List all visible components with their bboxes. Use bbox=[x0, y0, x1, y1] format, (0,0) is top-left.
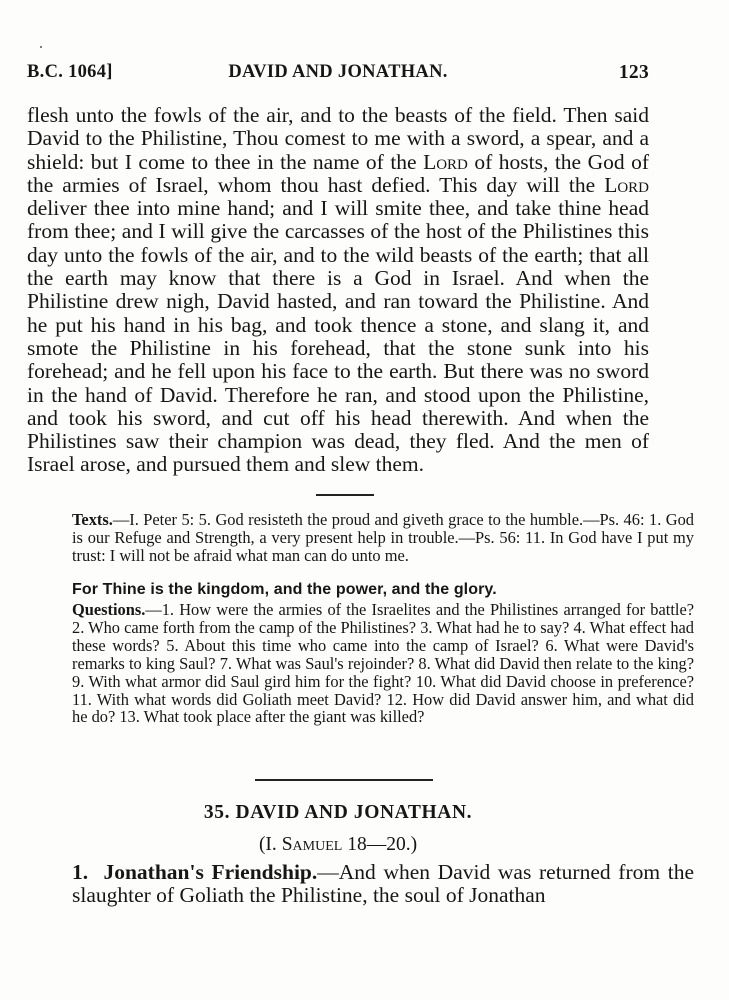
texts-label: Texts. bbox=[72, 510, 113, 529]
page-number: 123 bbox=[618, 62, 649, 83]
header-date: B.C. 1064] bbox=[27, 62, 113, 82]
chapter-title: 35. DAVID AND JONATHAN. bbox=[203, 802, 473, 823]
section-divider bbox=[316, 494, 374, 496]
questions-block bbox=[27, 601, 694, 726]
questions-content: —1. How were the armies of the Israelites and the Philistines arranged for battle? 2. Who came forth from the camp of the Philistines? 3. What had he to say? 4. What effect had these words? 5. About this time who came into the camp of Israel? 6. What were David's remarks to king Saul? 7. What was Saul's rejoinder? 8. What did David then relate to the king? 9. With what armor did Saul gird him for the fight? 10. What did David choose in preference? 11. With what words did Goliath meet David? 12. How did David answer him, and what did he do? 13. What took place after the giant was killed? bbox=[72, 600, 694, 727]
body-text-1: flesh unto the fowls of the air, and to the beasts of the field. Then said David to the Philistine, Thou comest to me with a sword, a spear, and a shield: but I come to thee in the name of the bbox=[27, 103, 649, 174]
main-paragraph bbox=[27, 104, 649, 477]
section-1 bbox=[27, 861, 694, 908]
section-number: 1. bbox=[72, 860, 89, 884]
lord-smallcaps-2: Lord bbox=[604, 172, 649, 197]
section-title: Jonathan's Friendship. bbox=[103, 860, 318, 884]
motto-line: For Thine is the kingdom, and the power, and the glory. bbox=[72, 581, 497, 598]
ref-start: (I. bbox=[258, 834, 282, 855]
section-text: —And when David was returned from the slaughter of Goliath the Philistine, the soul of Jonathan bbox=[72, 860, 695, 908]
ref-end: 18—20.) bbox=[342, 834, 418, 855]
ref-book: Samuel bbox=[281, 834, 343, 855]
page-speck bbox=[40, 46, 42, 48]
body-text-3: deliver thee into mine hand; and I will smite thee, and take thine head from thee; and I will give the carcasses of the host of the Philistines this day unto the fowls of the air, and to the wild beasts of the earth; that all the earth may know that there is a God in Israel. And when the Philistine drew nigh, David hasted, and ran toward the Philistine. And he put his hand in his bag, and took thence a stone, and slang it, and smote the Philistine in his forehead, that the stone sunk into his forehead; and he fell upon his face to the earth. But there was no sword in the hand of David. Therefore he ran, and stood upon the Philistine, and took his sword, and cut off his head therewith. And when the Philistines saw their champion was dead, they fled. And the men of Israel arose, and pursued them and slew them. bbox=[27, 196, 649, 477]
header-title: DAVID AND JONATHAN. bbox=[228, 62, 448, 82]
body-text-2: of hosts, the God of the armies of Israel, whom thou hast defied. This day will the bbox=[27, 149, 649, 197]
chapter-divider bbox=[255, 779, 433, 781]
texts-block bbox=[27, 511, 694, 565]
texts-content: —I. Peter 5: 5. God resisteth the proud and giveth grace to the humble.—Ps. 46: 1. God is our Refuge and Strength, a very present help in trouble.—Ps. 56: 11. In God have I put my trust: I will not be afraid what man can do unto me. bbox=[72, 510, 694, 565]
chapter-reference bbox=[27, 834, 649, 856]
questions-label: Questions. bbox=[72, 600, 146, 619]
lord-smallcaps-1: Lord bbox=[423, 149, 468, 174]
